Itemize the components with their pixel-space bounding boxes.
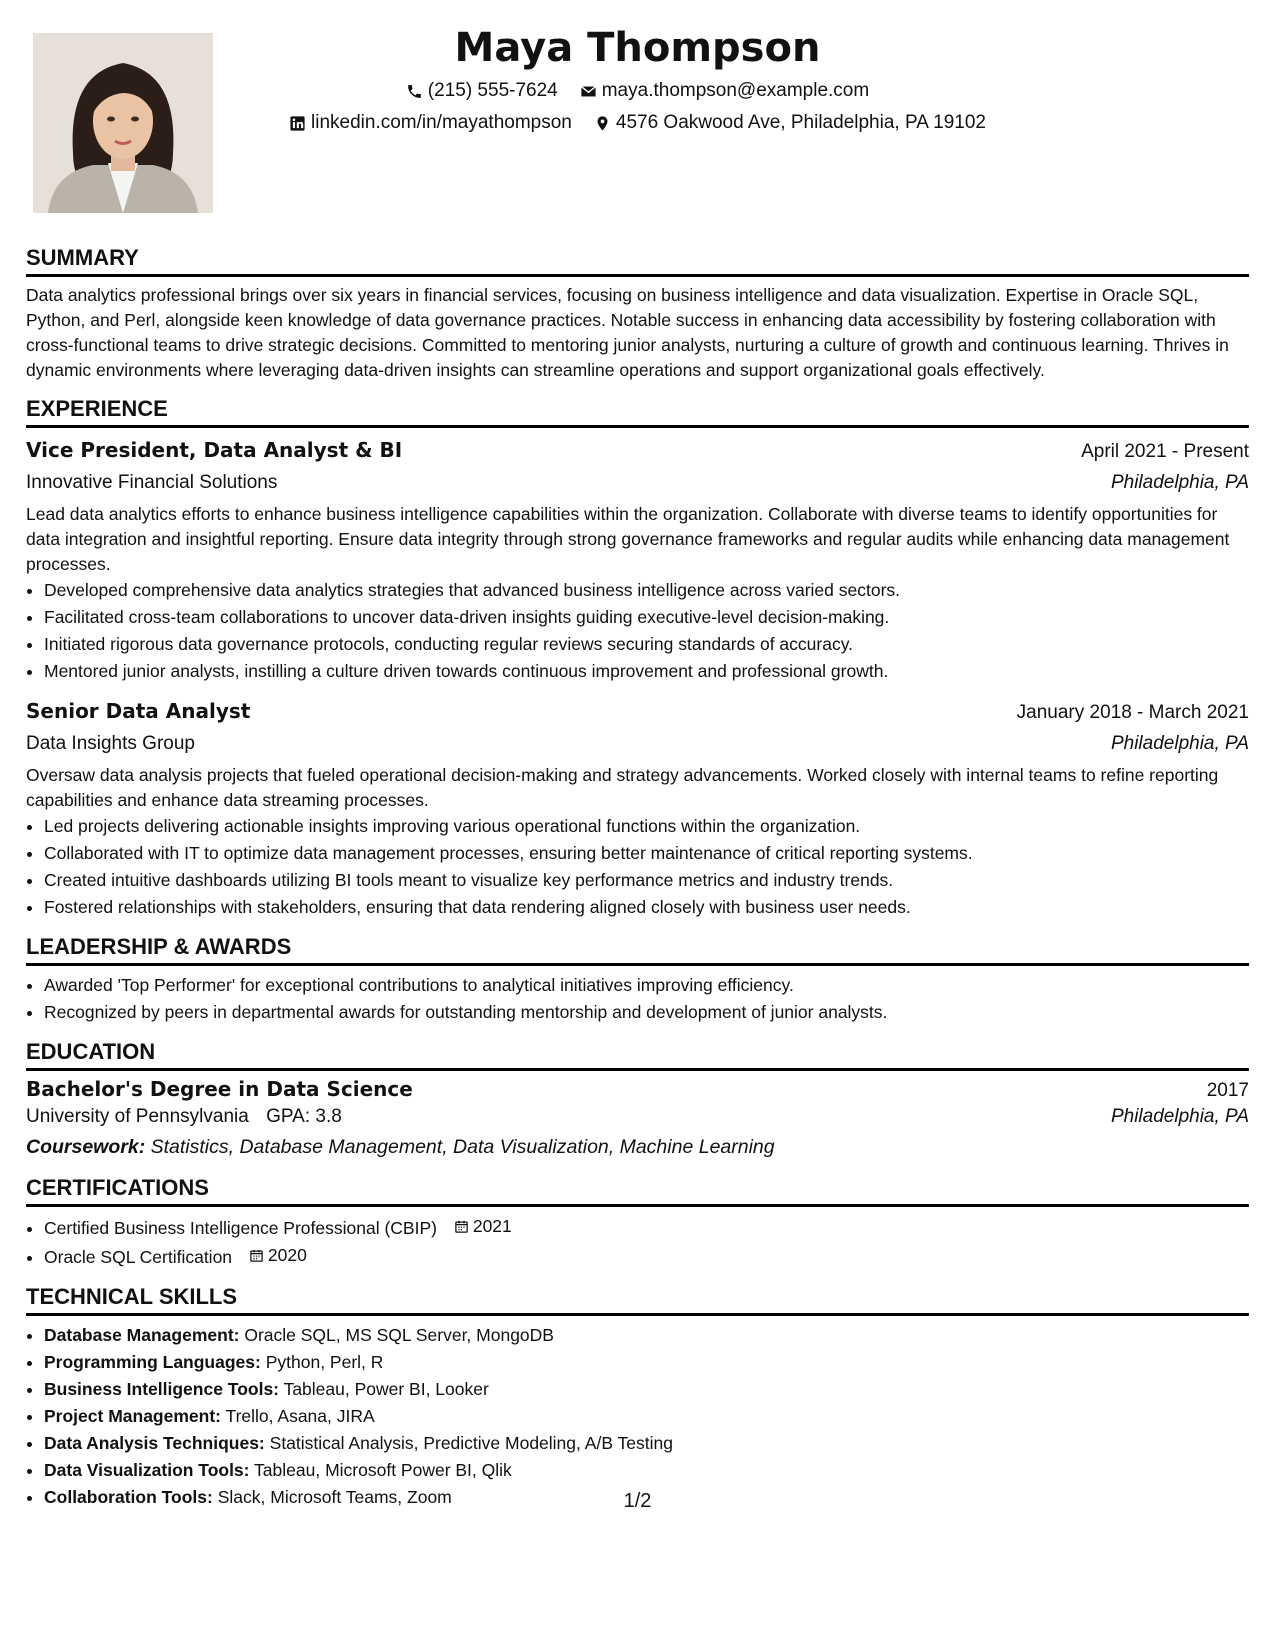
job-bullets	[26, 577, 1249, 685]
school-location: Philadelphia, PA	[1110, 1106, 1249, 1127]
company-name: Innovative Financial Solutions	[26, 472, 278, 493]
certification-name: Certified Business Intelligence Professional (CBIP)	[44, 1218, 437, 1238]
skill-label: Collaboration Tools:	[44, 1487, 213, 1507]
skill-value: Trello, Asana, JIRA	[225, 1406, 375, 1426]
list-item: • Created intuitive dashboards utilizing BI tools meant to visualize key performance metrics and industry trends.	[44, 867, 1249, 894]
graduation-year: 2017	[1206, 1080, 1249, 1101]
skill-label: Programming Languages:	[44, 1352, 261, 1372]
phone-text: (215) 555-7624	[427, 80, 558, 101]
skill-label: Business Intelligence Tools:	[44, 1379, 280, 1399]
section-title-certifications: CERTIFICATIONS	[26, 1174, 1249, 1207]
list-item: • Facilitated cross-team collaborations to uncover data-driven insights guiding executive-level decision-making.	[44, 604, 1249, 631]
linkedin-text: linkedin.com/in/mayathompson	[311, 112, 572, 133]
job-location: Philadelphia, PA	[1110, 472, 1249, 493]
skills-section	[26, 1283, 1249, 1511]
list-item	[44, 1322, 1249, 1349]
profile-photo	[33, 33, 213, 213]
map-pin-icon	[594, 115, 611, 132]
skill-value: Tableau, Power BI, Looker	[283, 1379, 489, 1399]
envelope-icon	[580, 83, 597, 100]
list-item	[44, 1403, 1249, 1430]
skill-label: Data Analysis Techniques:	[44, 1433, 265, 1453]
contact-line-2	[240, 108, 1035, 138]
job-title: Vice President, Data Analyst & BI	[26, 438, 403, 462]
coursework-list: Statistics, Database Management, Data Visualization, Machine Learning	[150, 1136, 775, 1158]
summary-section	[26, 244, 1249, 383]
list-item: • Fostered relationships with stakeholders, ensuring that data rendering aligned closely with business user needs.	[44, 894, 1249, 921]
resume-header	[240, 22, 1035, 138]
list-item: • Mentored junior analysts, instilling a culture driven towards continuous improvement and professional growth.	[44, 658, 1249, 685]
leadership-list	[26, 972, 1249, 1026]
skill-value: Oracle SQL, MS SQL Server, MongoDB	[244, 1325, 554, 1345]
list-item	[44, 1457, 1249, 1484]
job-description: Lead data analytics efforts to enhance business intelligence capabilities within the organization. Collaborate with diverse teams to identify opportunities for data integration and insightful reporting. Ensure data integrity through strong governance frameworks and regular audits while enhancing data management processes.	[26, 504, 1230, 574]
skill-label: Database Management:	[44, 1325, 240, 1345]
gpa: GPA: 3.8	[266, 1106, 342, 1127]
coursework-line	[26, 1132, 1249, 1162]
list-item: • Recognized by peers in departmental awards for outstanding mentorship and development of junior analysts.	[44, 999, 1249, 1026]
certifications-section	[26, 1174, 1249, 1271]
certification-year: 2020	[267, 1245, 307, 1265]
list-item	[44, 1349, 1249, 1376]
calendar-icon	[249, 1248, 264, 1263]
skill-value: Statistical Analysis, Predictive Modeling, A/B Testing	[269, 1433, 673, 1453]
calendar-icon	[454, 1219, 469, 1234]
resume-body	[26, 244, 1249, 1523]
list-item	[44, 1376, 1249, 1403]
job-bullets	[26, 813, 1249, 921]
phone-icon	[406, 83, 423, 100]
job-entry	[26, 695, 1249, 921]
job-description: Oversaw data analysis projects that fueled operational decision-making and strategy advancements. Worked closely with internal teams to refine reporting capabilities and enhance data streaming processes.	[26, 765, 1219, 810]
list-item: • Awarded 'Top Performer' for exceptional contributions to analytical initiatives improving efficiency.	[44, 972, 1249, 999]
job-dates: January 2018 - March 2021	[1016, 702, 1249, 723]
section-title-skills: TECHNICAL SKILLS	[26, 1283, 1249, 1316]
summary-text: Data analytics professional brings over six years in financial services, focusing on business intelligence and data visualization. Expertise in Oracle SQL, Python, and Perl, alongside keen knowledge of data governance practices. Notable success in enhancing data accessibility by fostering collaboration with cross-functional teams to drive strategic decisions. Committed to mentoring junior analysts, nurturing a culture of growth and continuous learning. Thrives in dynamic environments where leveraging data-driven insights can streamline operations and support organizational goals effectively.	[26, 285, 1229, 380]
candidate-name: Maya Thompson	[454, 25, 821, 71]
list-item: • Collaborated with IT to optimize data management processes, ensuring better maintenance of critical reporting systems.	[44, 840, 1249, 867]
address-text: 4576 Oakwood Ave, Philadelphia, PA 19102	[615, 112, 986, 133]
skill-value: Tableau, Microsoft Power BI, Qlik	[254, 1460, 512, 1480]
certifications-list	[26, 1213, 1249, 1271]
contact-line-1	[240, 76, 1035, 106]
list-item	[44, 1430, 1249, 1457]
job-title: Senior Data Analyst	[26, 699, 251, 723]
certification-year: 2021	[472, 1216, 512, 1236]
section-title-leadership: LEADERSHIP & AWARDS	[26, 933, 1249, 966]
list-item: • Developed comprehensive data analytics strategies that advanced business intelligence across varied sectors.	[44, 577, 1249, 604]
email-contact[interactable]	[580, 76, 869, 106]
section-title-education: EDUCATION	[26, 1038, 1249, 1071]
phone-contact[interactable]	[406, 76, 558, 106]
skill-value: Python, Perl, R	[265, 1352, 384, 1372]
skill-label: Data Visualization Tools:	[44, 1460, 250, 1480]
list-item	[44, 1242, 1249, 1271]
page-number: 1/2	[623, 1490, 652, 1512]
certification-name: Oracle SQL Certification	[44, 1247, 233, 1267]
linkedin-contact[interactable]	[289, 108, 572, 138]
job-entry	[26, 434, 1249, 685]
list-item: • Led projects delivering actionable insights improving various operational functions within the organization.	[44, 813, 1249, 840]
experience-section	[26, 395, 1249, 921]
job-location: Philadelphia, PA	[1110, 733, 1249, 754]
email-text: maya.thompson@example.com	[601, 80, 870, 101]
list-item	[44, 1213, 1249, 1242]
section-title-experience: EXPERIENCE	[26, 395, 1249, 428]
skill-label: Project Management:	[44, 1406, 221, 1426]
linkedin-icon	[289, 115, 306, 132]
leadership-section	[26, 933, 1249, 1026]
coursework-label: Coursework:	[26, 1136, 146, 1158]
address-contact	[594, 108, 986, 138]
education-section	[26, 1038, 1249, 1162]
job-dates: April 2021 - Present	[1081, 441, 1249, 462]
company-name: Data Insights Group	[26, 733, 195, 754]
school-name: University of Pennsylvania	[26, 1106, 249, 1127]
list-item: • Initiated rigorous data governance protocols, conducting regular reviews securing standards of accuracy.	[44, 631, 1249, 658]
skill-value: Slack, Microsoft Teams, Zoom	[217, 1487, 452, 1507]
section-title-summary: SUMMARY	[26, 244, 1249, 277]
skills-list	[26, 1322, 1249, 1511]
degree-title: Bachelor's Degree in Data Science	[26, 1077, 413, 1101]
